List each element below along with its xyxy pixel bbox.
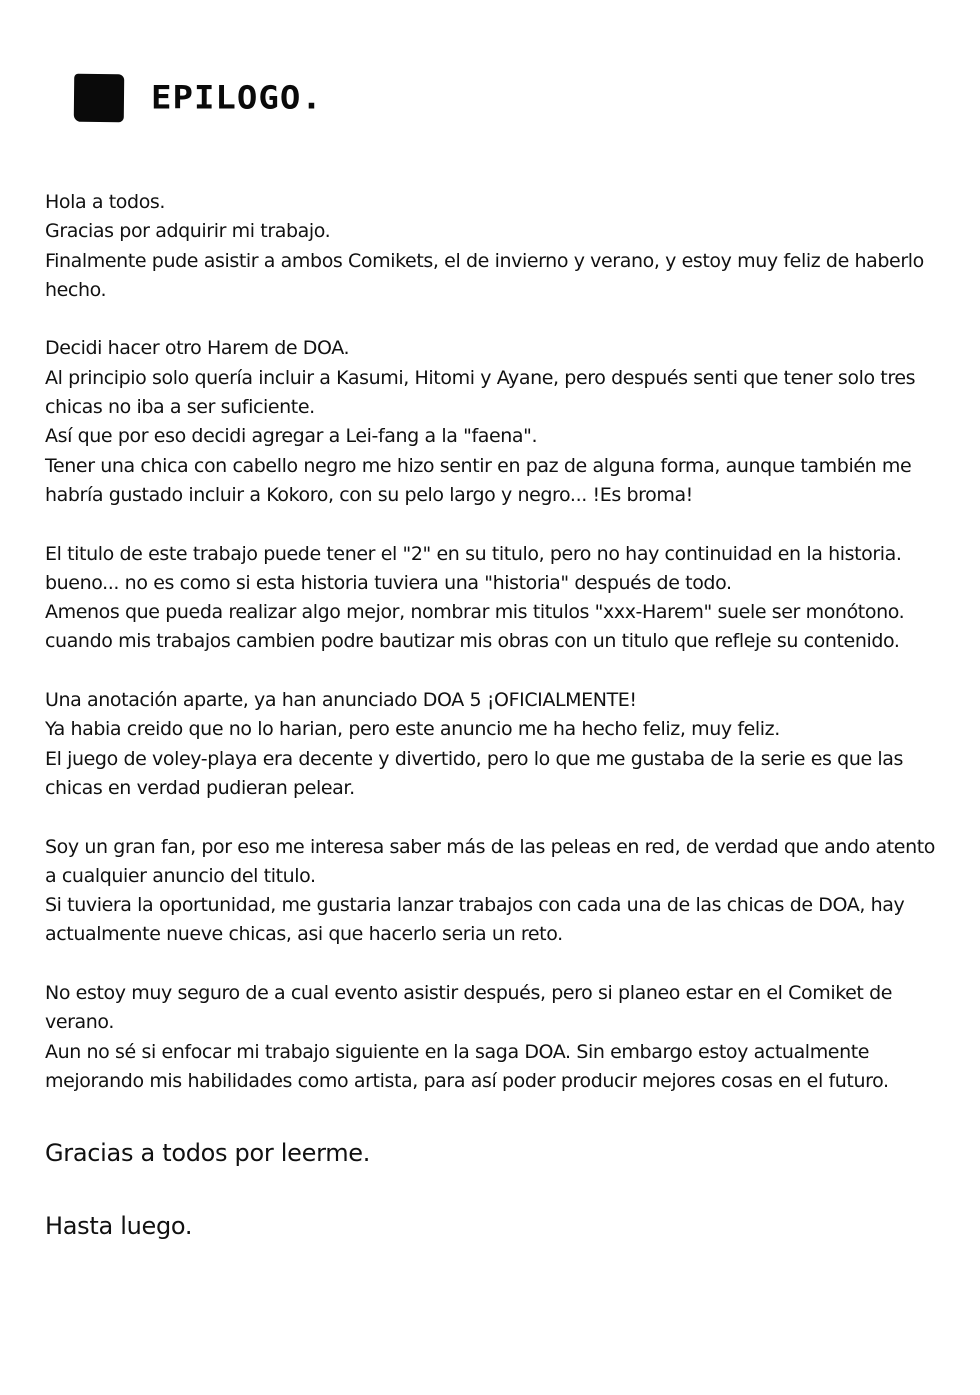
- text-line: Así que por eso decidi agregar a Lei-fang a la "faena".: [45, 425, 538, 448]
- text-line: Al principio solo quería incluir a Kasumi, Hitomi y Ayane, pero después senti que tener solo tres: [45, 366, 916, 389]
- text-line: Gracias por adquirir mi trabajo.: [45, 220, 331, 243]
- text-line: mejorando mis habilidades como artista, para así poder producir mejores cosas en el futuro.: [45, 1069, 889, 1092]
- text-line: Soy un gran fan, por eso me interesa saber más de las peleas en red, de verdad que ando atento: [45, 835, 936, 858]
- text-line: Decidi hacer otro Harem de DOA.: [45, 337, 350, 360]
- text-line: bueno... no es como si esta historia tuviera una "historia" después de todo.: [45, 571, 732, 594]
- text-line: hecho.: [45, 278, 107, 301]
- text-line: Ya habia creido que no lo harian, pero este anuncio me ha hecho feliz, muy feliz.: [45, 718, 780, 741]
- text-line: Hola a todos.: [45, 191, 166, 213]
- black-square-icon: [74, 74, 124, 123]
- text-line: chicas en verdad pudieran pelear.: [45, 776, 355, 799]
- text-line: El titulo de este trabajo puede tener el "2" en su titulo, pero no hay continuidad en la historia.: [45, 542, 902, 565]
- epilogue-header: [74, 72, 323, 124]
- text-line: cuando mis trabajos cambien podre bautizar mis obras con un titulo que refleje su contenido.: [45, 630, 900, 653]
- text-line: habría gustado incluir a Kokoro, con su pelo largo y negro... !Es broma!: [45, 483, 693, 506]
- text-line: Aun no sé si enfocar mi trabajo siguiente en la saga DOA. Sin embargo estoy actualmente: [45, 1040, 870, 1063]
- paragraph-doa5: [45, 686, 935, 803]
- paragraph-greeting: [45, 188, 935, 305]
- text-line: a cualquier anuncio del titulo.: [45, 864, 316, 887]
- paragraph-fan: [45, 833, 935, 950]
- text-line: El juego de voley-playa era decente y divertido, pero lo que me gustaba de la serie es que las: [45, 747, 904, 770]
- text-line: verano.: [45, 1011, 114, 1034]
- text-line: actualmente nueve chicas, asi que hacerlo seria un reto.: [45, 923, 563, 946]
- text-line: No estoy muy seguro de a cual evento asistir después, pero si planeo estar en el Comiket de: [45, 982, 893, 1005]
- text-line: Tener una chica con cabello negro me hizo sentir en paz de alguna forma, aunque también me: [45, 454, 912, 477]
- text-line: Si tuviera la oportunidad, me gustaria lanzar trabajos con cada una de las chicas de DOA, hay: [45, 894, 905, 917]
- text-line: Una anotación aparte, ya han anunciado DOA 5 ¡OFICIALMENTE!: [45, 689, 637, 712]
- closing-farewell: Hasta luego.: [45, 1212, 193, 1240]
- paragraph-future: [45, 979, 935, 1096]
- text-line: Finalmente pude asistir a ambos Comikets, el de invierno y verano, y estoy muy feliz de haberlo: [45, 249, 924, 272]
- paragraph-title: [45, 540, 935, 657]
- text-line: chicas no iba a ser suficiente.: [45, 396, 315, 419]
- closing-thanks: Gracias a todos por leerme.: [45, 1139, 371, 1167]
- epilogue-body: [45, 188, 935, 1126]
- page-title: EPILOGO.: [151, 79, 323, 117]
- paragraph-harem: [45, 334, 935, 510]
- text-line: Amenos que pueda realizar algo mejor, nombrar mis titulos "xxx-Harem" suele ser monótono.: [45, 601, 905, 624]
